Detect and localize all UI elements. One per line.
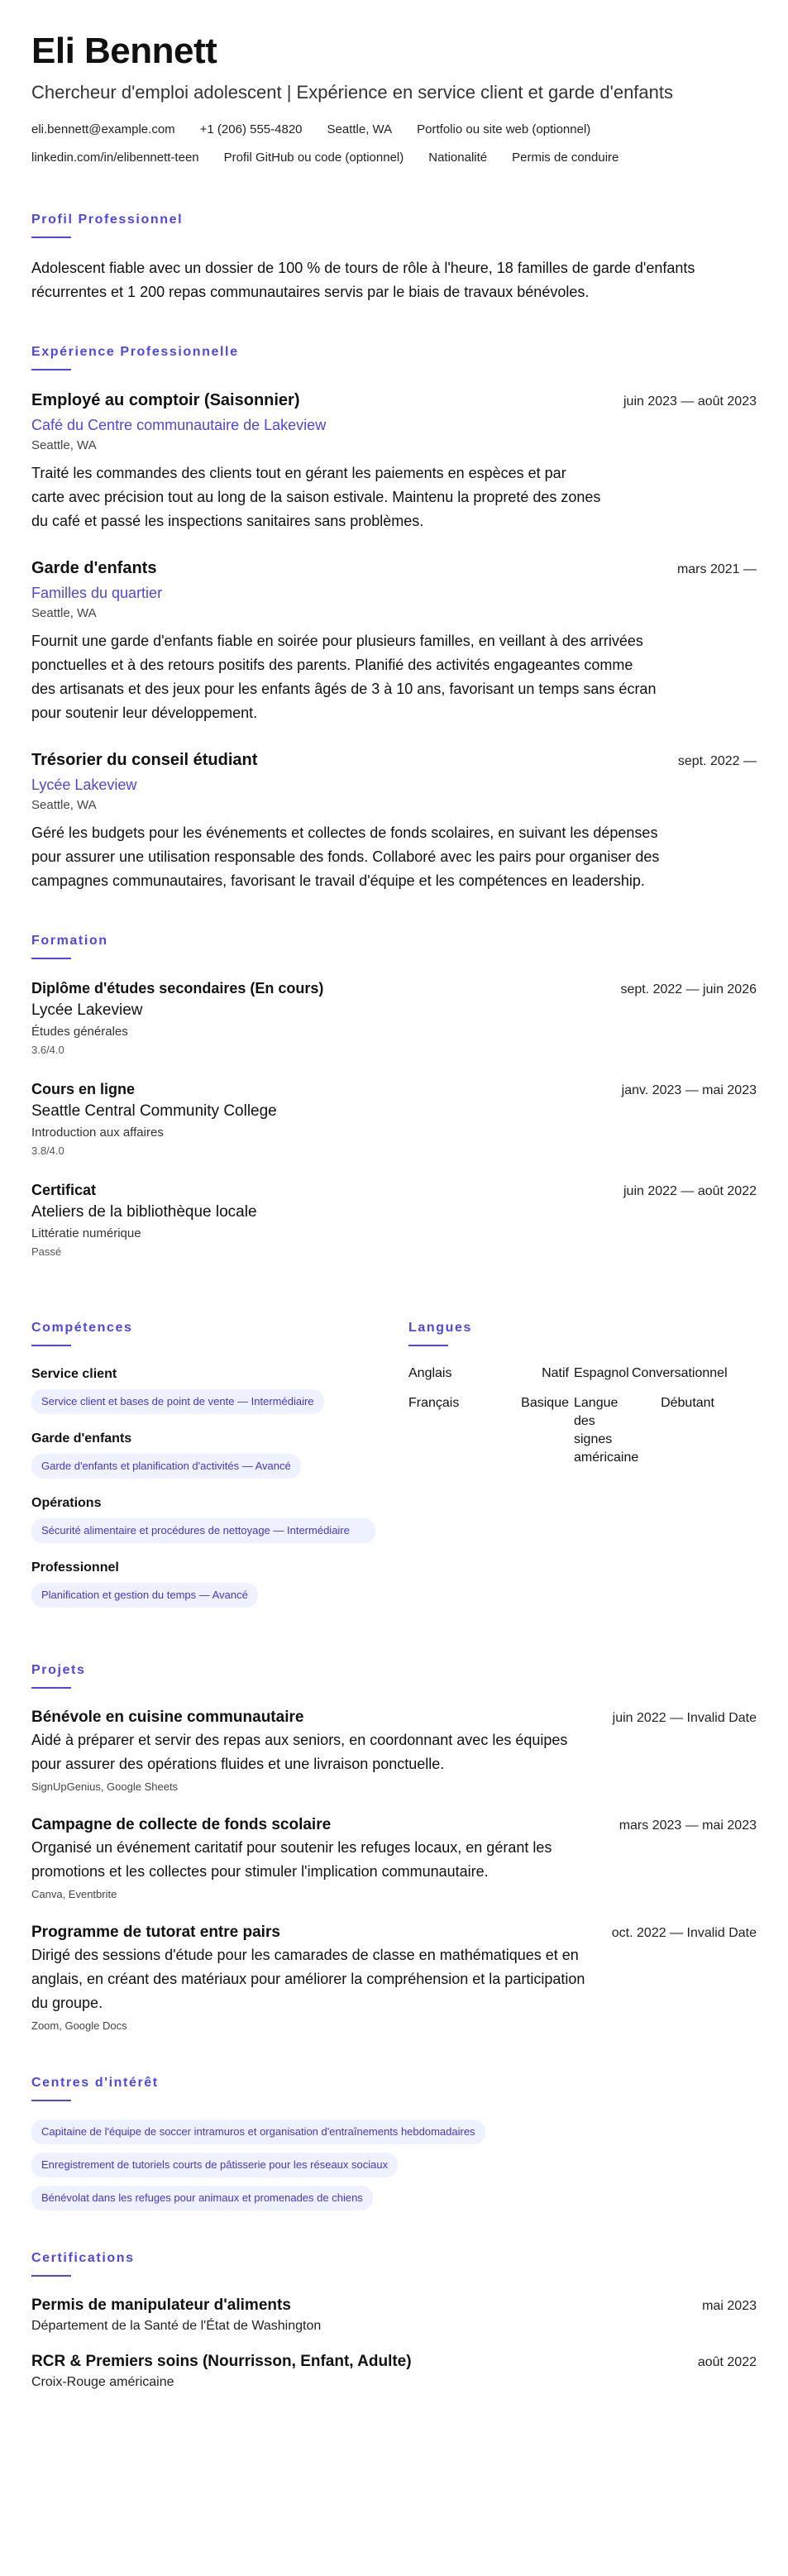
experience-org: Café du Centre communautaire de Lakeview: [31, 417, 327, 433]
section-title: Formation: [31, 934, 108, 948]
section-title: Langues: [408, 1321, 472, 1335]
contact-email[interactable]: eli.bennett@example.com: [31, 122, 175, 136]
experience-description: Fournit une garde d'enfants fiable en soirée pour plusieurs familles, en veillant à des arrivées ponctuelles et à des retours positifs des parents. Planifié des activités engageantes comme des artisanats et des jeux pour les enfants âgés de 3 à 10 ans, favorisant un temps sans écran pour soutenir leur développement.: [31, 633, 657, 721]
project-item: [31, 1922, 757, 2035]
certification-item: [31, 2295, 757, 2336]
project-item: [31, 1814, 757, 1904]
experience-location: Seattle, WA: [31, 438, 97, 452]
education-dates: sept. 2022 — juin 2026: [620, 982, 757, 996]
candidate-name: Eli Bennett: [31, 31, 217, 71]
skill-group: [31, 1364, 375, 1414]
certification-date: mai 2023: [702, 2299, 757, 2313]
experience-location: Seattle, WA: [31, 798, 97, 812]
certifications-section: [31, 2250, 757, 2392]
experience-role: Employé au comptoir (Saisonnier): [31, 391, 300, 409]
experience-item: [31, 557, 757, 725]
education-score: 3.6/4.0: [31, 1044, 64, 1056]
education-school: Seattle Central Community College: [31, 1102, 277, 1120]
contact-github[interactable]: Profil GitHub ou code (optionnel): [223, 151, 404, 165]
project-description: Dirigé des sessions d'étude pour les camarades de classe en mathématiques et en anglais, en créant des matériaux pour améliorer la compréhension et la participation du groupe.: [31, 1947, 585, 2011]
language-level: Conversationnel: [632, 1366, 728, 1380]
skill-chip: Garde d'enfants et planification d'activités — Avancé: [31, 1454, 301, 1479]
experience-description: Traité les commandes des clients tout en gérant les paiements en espèces et par carte avec précision tout au long de la saison estivale. Maintenu la propreté des zones du café et passé les inspections sanitaires sans problèmes.: [31, 465, 601, 529]
skill-category: Professionnel: [31, 1560, 119, 1575]
contact-nationality: Nationalité: [428, 151, 488, 165]
contact-info: [31, 116, 757, 172]
language-level: Basique: [521, 1396, 569, 1410]
section-divider: [31, 2100, 71, 2101]
candidate-headline: Chercheur d'emploi adolescent | Expérience en service client et garde d'enfants: [31, 82, 674, 103]
projects-section: [31, 1662, 757, 2035]
certification-name: Permis de manipulateur d'aliments: [31, 2296, 291, 2314]
education-item: [31, 1179, 757, 1260]
project-tools: Canva, Eventbrite: [31, 1888, 117, 1900]
education-score: Passé: [31, 1245, 62, 1258]
certification-name: RCR & Premiers soins (Nourrisson, Enfant, Adulte): [31, 2353, 412, 2370]
project-dates: juin 2022 — Invalid Date: [612, 1711, 757, 1725]
section-divider: [31, 958, 71, 959]
experience-role: Trésorier du conseil étudiant: [31, 751, 258, 769]
project-description: Organisé un événement caritatif pour soutenir les refuges locaux, en gérant les promotions et les collectes pour stimuler l'implication communautaire.: [31, 1839, 552, 1880]
language-name: Espagnol: [574, 1366, 629, 1380]
experience-item: [31, 748, 757, 893]
education-score: 3.8/4.0: [31, 1145, 64, 1157]
contact-license: Permis de conduire: [512, 151, 619, 165]
experience-role: Garde d'enfants: [31, 559, 157, 577]
skill-category: Garde d'enfants: [31, 1431, 132, 1446]
education-degree: Certificat: [31, 1182, 97, 1198]
certification-item: [31, 2351, 757, 2392]
education-dates: janv. 2023 — mai 2023: [621, 1083, 757, 1097]
section-title: Projets: [31, 1663, 86, 1677]
certification-date: août 2022: [697, 2355, 757, 2369]
skills-languages-row: [31, 1280, 757, 1623]
interests-section: [31, 2075, 757, 2210]
experience-dates: mars 2021 —: [676, 562, 757, 576]
skill-group: [31, 1429, 375, 1479]
contact-portfolio[interactable]: Portfolio ou site web (optionnel): [417, 122, 591, 136]
experience-location: Seattle, WA: [31, 606, 97, 620]
project-item: [31, 1707, 757, 1796]
education-school: Ateliers de la bibliothèque locale: [31, 1203, 257, 1221]
education-section: [31, 933, 757, 1260]
skill-category: Service client: [31, 1367, 117, 1381]
section-title: Centres d'intérêt: [31, 2076, 159, 2090]
project-dates: mars 2023 — mai 2023: [618, 1818, 757, 1833]
resume-header: [31, 31, 757, 172]
contact-linkedin[interactable]: linkedin.com/in/elibennett-teen: [31, 151, 199, 165]
experience-section: [31, 344, 757, 893]
skill-group: [31, 1494, 375, 1543]
education-field: Littératie numérique: [31, 1226, 141, 1240]
education-dates: juin 2022 — août 2022: [623, 1184, 757, 1198]
section-divider: [31, 237, 71, 238]
interest-chip: Bénévolat dans les refuges pour animaux et promenades de chiens: [31, 2186, 373, 2210]
skill-chip: Planification et gestion du temps — Avancé: [31, 1583, 258, 1608]
education-item: [31, 977, 757, 1059]
education-field: Introduction aux affaires: [31, 1126, 164, 1140]
section-title: Profil Professionnel: [31, 213, 184, 227]
interest-chip: Enregistrement de tutoriels courts de pâtisserie pour les réseaux sociaux: [31, 2153, 398, 2177]
experience-dates: sept. 2022 —: [677, 754, 757, 768]
section-divider: [408, 1345, 448, 1346]
education-field: Études générales: [31, 1025, 128, 1039]
project-name: Campagne de collecte de fonds scolaire: [31, 1816, 332, 1833]
skills-section: [31, 1280, 408, 1623]
project-name: Programme de tutorat entre pairs: [31, 1924, 280, 1941]
experience-org: Familles du quartier: [31, 585, 163, 601]
section-title: Certifications: [31, 2251, 135, 2265]
experience-item: [31, 389, 757, 533]
contact-phone[interactable]: +1 (206) 555-4820: [199, 122, 303, 136]
section-title: Compétences: [31, 1321, 133, 1335]
certification-issuer: Département de la Santé de l'État de Washington: [31, 2319, 322, 2333]
language-name: Français: [408, 1396, 460, 1410]
language-name: Anglais: [408, 1366, 452, 1380]
contact-location: Seattle, WA: [327, 122, 393, 136]
experience-dates: juin 2023 — août 2023: [623, 394, 757, 409]
section-divider: [31, 369, 71, 370]
education-degree: Diplôme d'études secondaires (En cours): [31, 980, 324, 996]
interest-chip: Capitaine de l'équipe de soccer intramuros et organisation d'entraînements hebdomadaires: [31, 2120, 485, 2144]
education-degree: Cours en ligne: [31, 1081, 136, 1097]
skill-group: [31, 1558, 375, 1608]
skill-category: Opérations: [31, 1496, 102, 1510]
skill-chip: Service client et bases de point de vente — Intermédiaire: [31, 1389, 324, 1414]
education-item: [31, 1078, 757, 1159]
language-name: Langue des signes américaine: [574, 1396, 639, 1465]
section-title: Expérience Professionnelle: [31, 345, 239, 359]
summary-section: [31, 212, 757, 304]
project-description: Aidé à préparer et servir des repas aux seniors, en coordonnant avec les équipes pour assurer des opérations fluides et une livraison ponctuelle.: [31, 1732, 568, 1772]
summary-text: Adolescent fiable avec un dossier de 100 % de tours de rôle à l'heure, 18 familles de garde d'enfants récurrentes et 1 200 repas communautaires servis par le biais de travaux bénévoles.: [31, 260, 695, 300]
experience-description: Géré les budgets pour les événements et collectes de fonds scolaires, en suivant les dépenses pour assurer une utilisation responsable des fonds. Collaboré avec les pairs pour organiser des campagnes communautaires, favorisant le travail d'équipe et les compétences en leadership.: [31, 824, 660, 889]
section-divider: [31, 1345, 71, 1346]
skill-chip: Sécurité alimentaire et procédures de nettoyage — Intermédiaire: [31, 1518, 375, 1543]
section-divider: [31, 2275, 71, 2277]
project-name: Bénévole en cuisine communautaire: [31, 1709, 304, 1726]
project-tools: Zoom, Google Docs: [31, 2019, 127, 2032]
section-divider: [31, 1687, 71, 1689]
languages-grid: [408, 1364, 756, 1467]
certification-issuer: Croix-Rouge américaine: [31, 2375, 174, 2389]
language-level: Débutant: [661, 1396, 714, 1410]
project-dates: oct. 2022 — Invalid Date: [611, 1926, 757, 1940]
languages-section: [408, 1280, 756, 1623]
project-tools: SignUpGenius, Google Sheets: [31, 1780, 179, 1793]
education-school: Lycée Lakeview: [31, 1001, 143, 1019]
experience-org: Lycée Lakeview: [31, 777, 137, 793]
language-level: Natif: [542, 1366, 569, 1380]
